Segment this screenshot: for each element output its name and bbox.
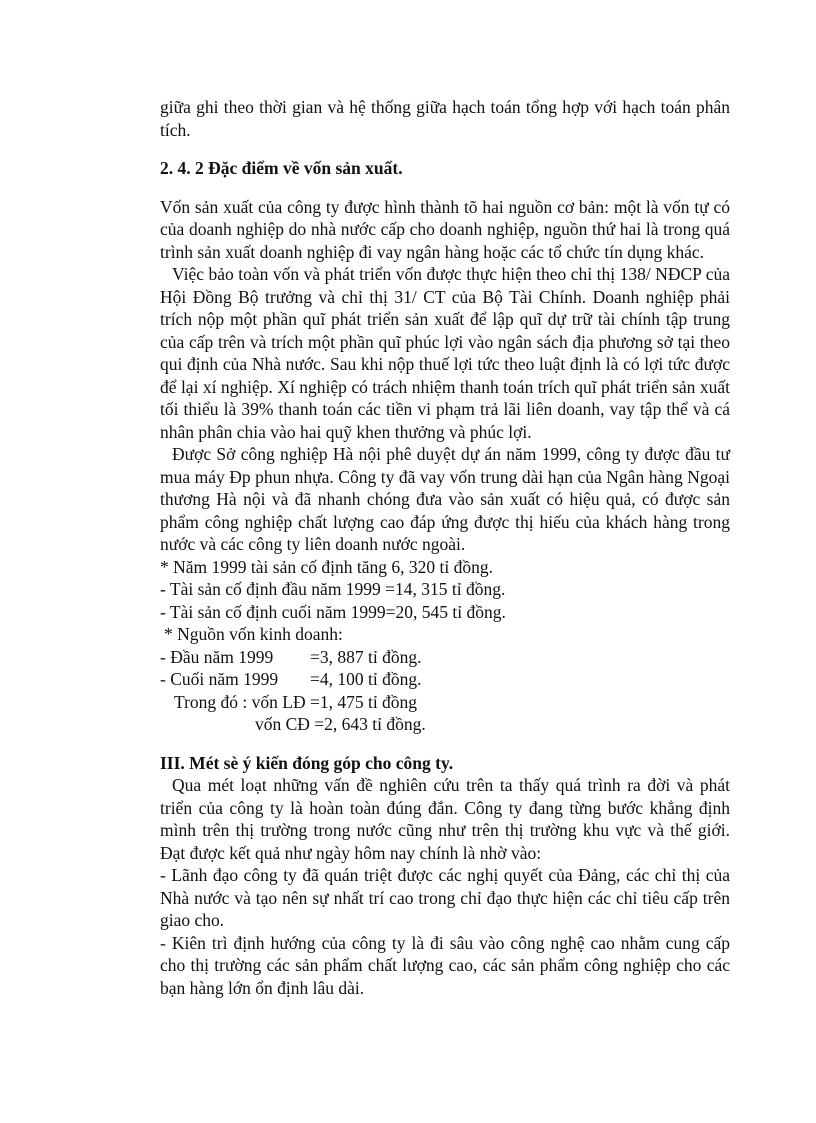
paragraph-company-development: Qua mét loạt những vấn đề nghiên cứu trên ta thấy quá trình ra đời và phát triển của công ty là hoàn toàn đúng đắn. Công ty đang từng bước khẳng định mình trên thị trường trong nước cũng như trên thị trường khu vực và thế giới. Đạt được kết quả như ngày hôm nay chính là nhờ vào: xyxy=(160,775,730,863)
fixed-assets-increase: * Năm 1999 tài sản cố định tăng 6, 320 tỉ đồng. xyxy=(160,556,493,577)
capital-end-label: - Cuối năm 1999 xyxy=(160,669,279,689)
fixed-capital-line: vốn CĐ =2, 643 tỉ đồng. xyxy=(255,714,426,734)
intro-paragraph: giữa ghi theo thời gian và hệ thống giữa hạch toán tổng hợp với hạch toán phân tích. xyxy=(160,97,730,140)
fixed-assets-end: - Tài sản cố định cuối năm 1999=20, 545 tỉ đồng. xyxy=(160,601,506,622)
fixed-assets-start: - Tài sản cố định đầu năm 1999 =14, 315 tỉ đồng. xyxy=(160,579,506,599)
paragraph-project-approval: Được Sở công nghiệp Hà nội phê duyệt dự án năm 1999, công ty được đầu tư mua máy Đp phun nhựa. Công ty đã vay vốn trung dài hạn của Ngân hàng Ngoại thương Hà nội và đã nhanh chóng đưa vào sản xuất có hiệu quả, có được sản phẩm công nghiệp chất lượng cao đáp ứng được thị hiếu của khách hàng trong nước và các công ty liên doanh nước ngoài. xyxy=(160,444,730,554)
capital-start-label: - Đầu năm 1999 xyxy=(160,646,274,667)
business-capital-label: * Nguồn vốn kinh doanh: xyxy=(164,624,343,644)
section-heading-iii: III. Mét sè ý kiến đóng góp cho công ty. xyxy=(160,752,454,773)
document-page xyxy=(160,96,730,999)
capital-end-row xyxy=(160,668,730,691)
paragraph-capital-sources: Vốn sản xuất của công ty được hình thành tõ hai nguồn cơ bản: một là vốn tự có của doanh nghiệp do nhà nước cấp cho doanh nghiệp, nguồn thứ hai là trong quá trình sản xuất doanh nghiệp đi vay ngân hàng hoặc các tổ chức tín dụng khác. xyxy=(160,196,730,262)
capital-end-value: =4, 100 tỉ đồng. xyxy=(310,669,422,689)
capital-start-row xyxy=(160,646,730,669)
paragraph-capital-preservation: Việc bảo toàn vốn và phát triển vốn được thực hiện theo chỉ thị 138/ NĐCP của Hội Đồng Bộ trưởng và chỉ thị 31/ CT của Bộ Tài Chính. Doanh nghiệp phải trích nộp một phần quĩ phát triển sản xuất để lập quĩ dự trữ tài chính tập trung của cấp trên và trích một phần quĩ phúc lợi vào ngân sách địa phương sở tại theo qui định của Nhà nước. Sau khi nộp thuế lợi tức theo luật định là có lợi tức được để lại xí nghiệp. Xí nghiệp có trách nhiệm thanh toán trích quĩ phát triển sản xuất tối thiểu là 39% thanh toán các tiền vi phạm trả lãi liên doanh, vay tập thể và cá nhân phân chia vào hai quỹ khen thưởng và phúc lợi. xyxy=(160,264,730,442)
section-heading-2-4-2: 2. 4. 2 Đặc điểm về vốn sản xuất. xyxy=(160,158,403,178)
bullet-leadership: - Lãnh đạo công ty đã quán triệt được các nghị quyết của Đảng, các chỉ thị của Nhà nước và tạo nên sự nhất trí cao trong chỉ đạo thực hiện các chỉ tiêu cấp trên giao cho. xyxy=(160,865,730,930)
capital-start-value: =3, 887 tỉ đồng. xyxy=(310,646,422,667)
working-capital-line: Trong đó : vốn LĐ =1, 475 tỉ đồng xyxy=(174,691,418,712)
bullet-orientation: - Kiên trì định hướng của công ty là đi sâu vào công nghệ cao nhằm cung cấp cho thị trường các sản phẩm chất lượng cao, các sản phẩm công nghiệp cho các bạn hàng lớn ổn định lâu dài. xyxy=(160,932,730,998)
